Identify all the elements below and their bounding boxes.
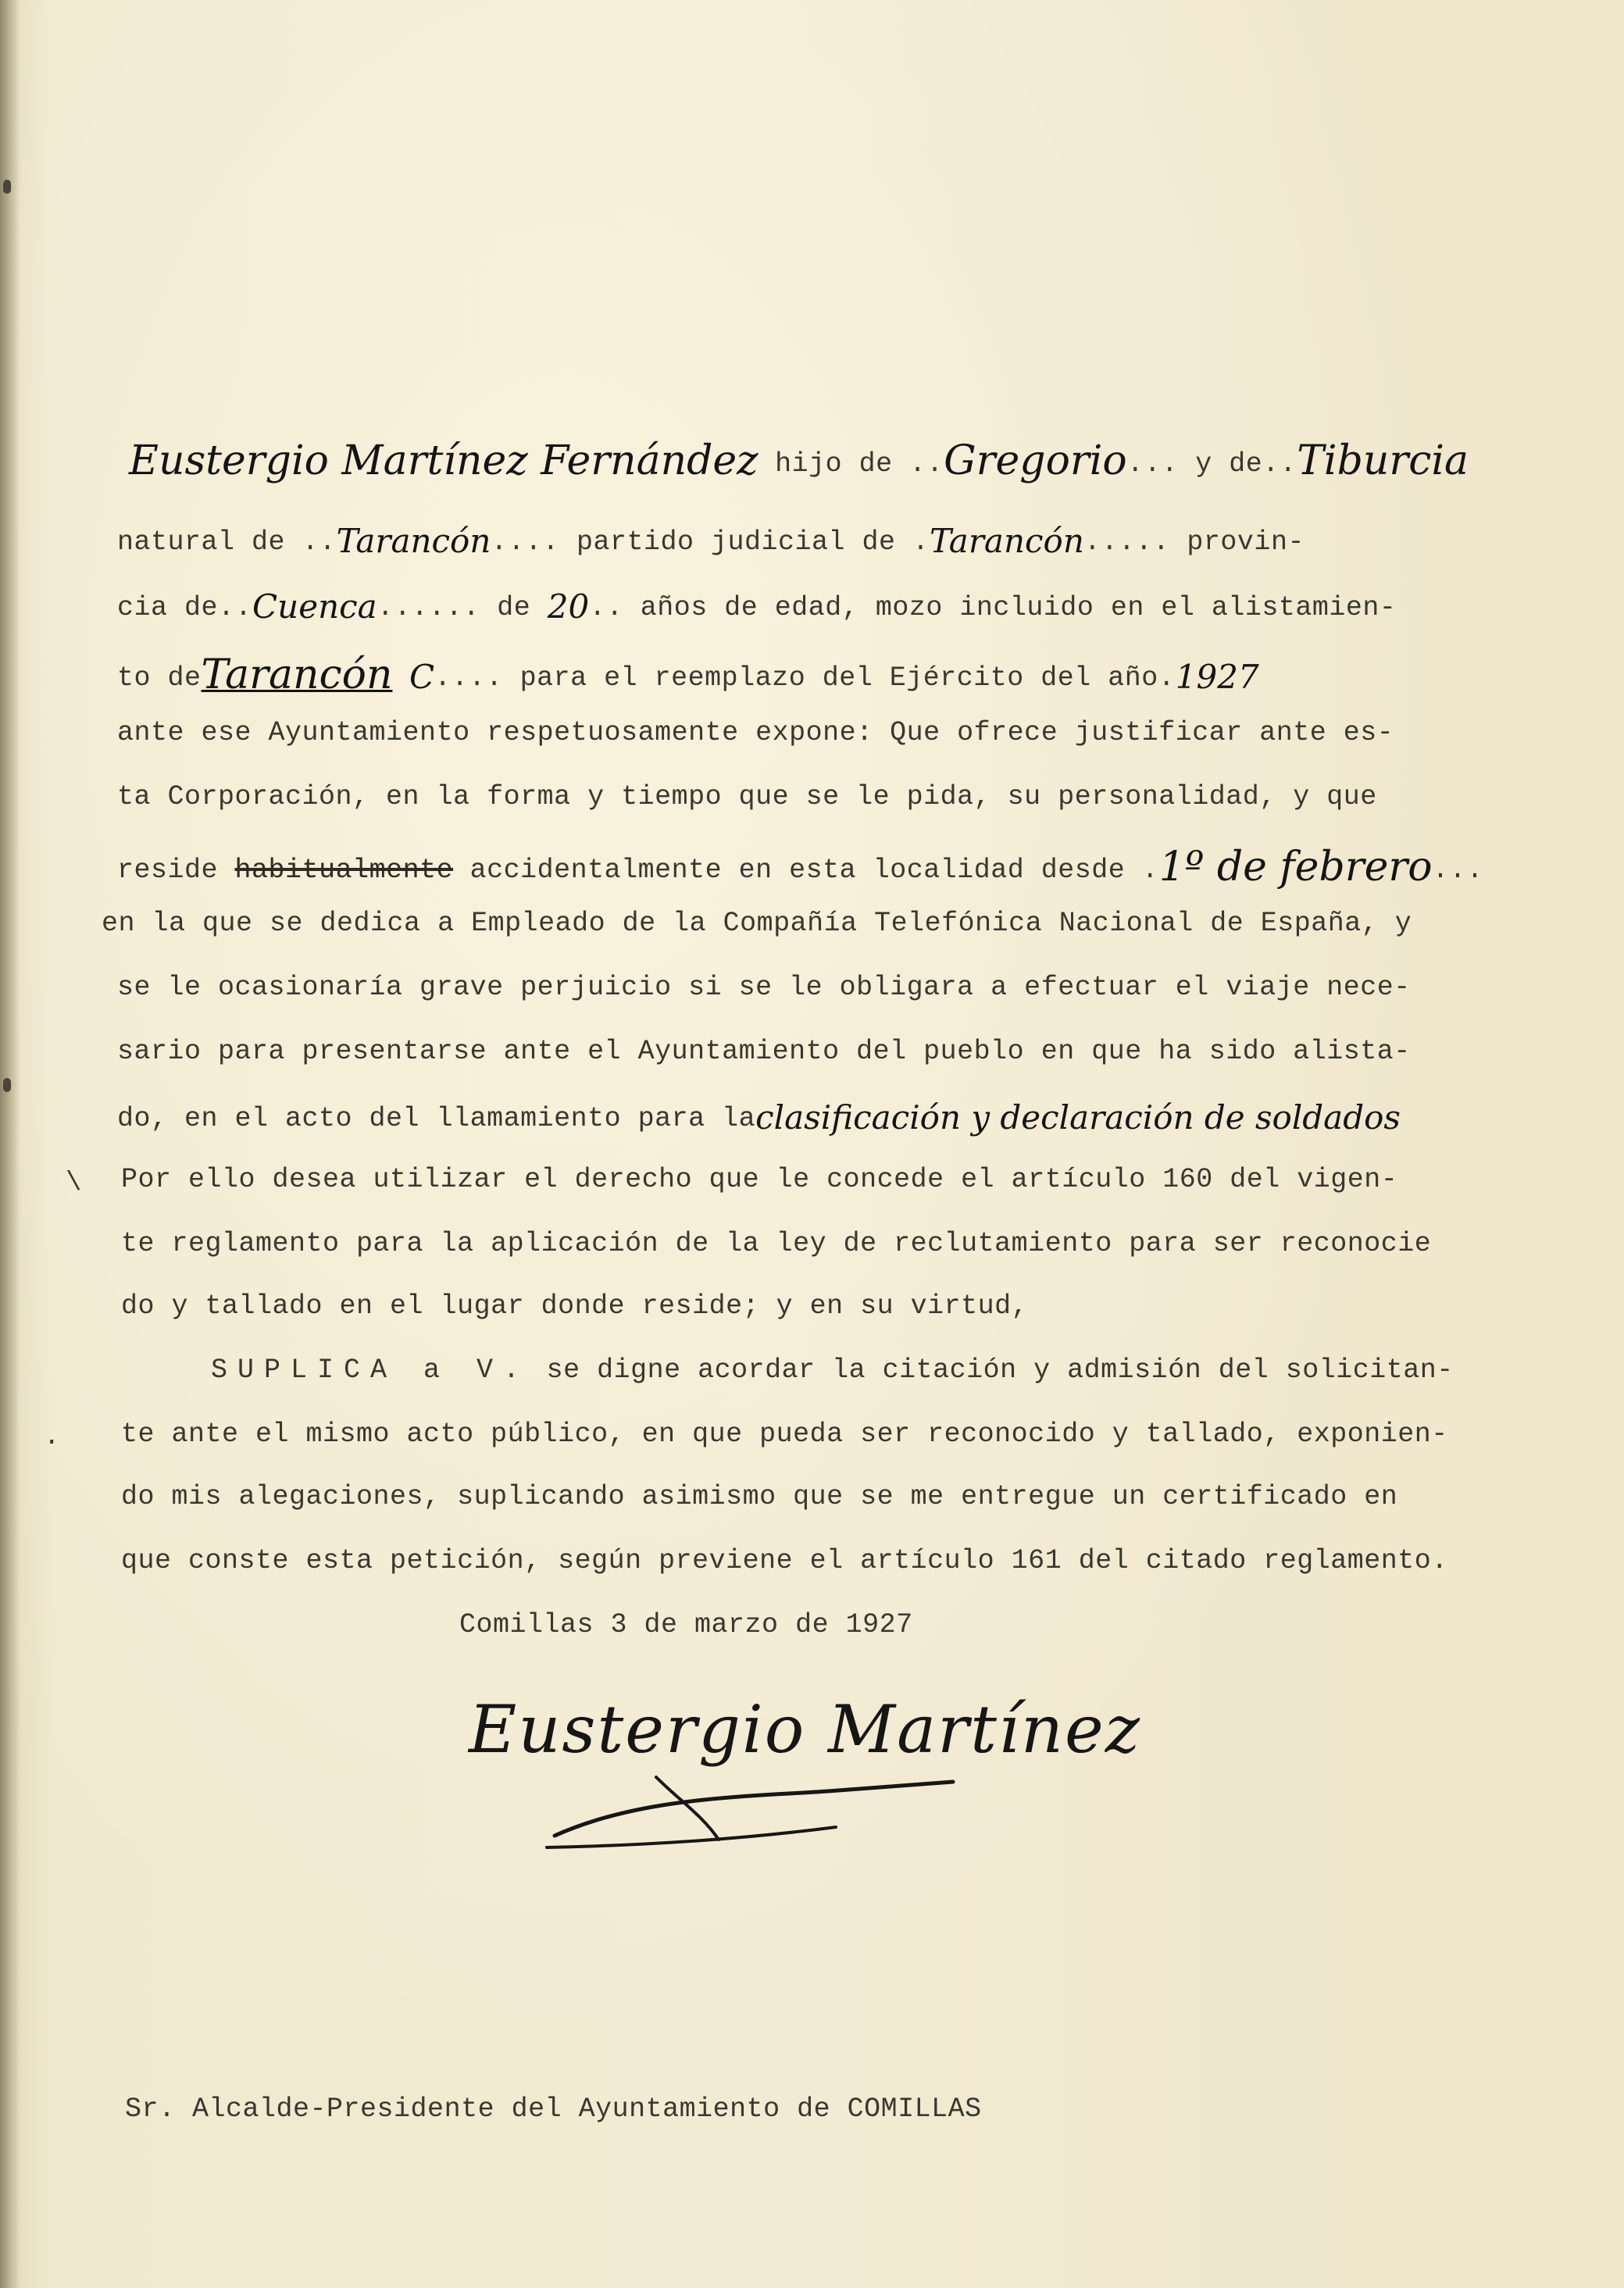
- date-line: Comillas 3 de marzo de 1927: [459, 1609, 913, 1640]
- handwritten-age: 20: [547, 587, 590, 626]
- line-5: ante ese Ayuntamiento respetuosamente expone: Que ofrece justificar ante es-: [117, 717, 1394, 748]
- handwritten-mother: Tiburcia: [1297, 437, 1469, 484]
- signature-text: Eustergio Martínez: [469, 1691, 1141, 1768]
- suplica-heading: SUPLICA a V.: [211, 1355, 530, 1386]
- signature-flourish: [469, 1660, 1109, 1871]
- line-10: sario para presentarse ante el Ayuntamiento del pueblo en que ha sido alista-: [117, 1036, 1411, 1067]
- line-11: do, en el acto del llamamiento para laclasificación y declaración de soldados: [117, 1098, 1401, 1137]
- margin-mark: \: [66, 1169, 82, 1198]
- line-12: Por ello desea utilizar el derecho que le concede el artículo 160 del vigen-: [121, 1164, 1398, 1195]
- line-3: cia de..Cuenca...... de 20.. años de edad, mozo incluido en el alistamien-: [117, 587, 1397, 626]
- handwritten-residing-since: 1º de febrero: [1158, 844, 1433, 891]
- binding-hole: [3, 180, 11, 194]
- line-9: se le ocasionaría grave perjuicio si se le obligara a efectuar el viaje nece-: [117, 972, 1411, 1003]
- handwritten-name: Eustergio Martínez Fernández: [129, 437, 758, 484]
- line-6: ta Corporación, en la forma y tiempo que se le pida, su personalidad, y que: [117, 781, 1377, 812]
- handwritten-birthplace: Tarancón: [336, 522, 491, 560]
- line-13: te reglamento para la aplicación de la ley de reclutamiento para ser reconocie: [121, 1228, 1432, 1259]
- handwritten-district: Tarancón: [930, 522, 1084, 560]
- binding-edge: [0, 0, 20, 2288]
- handwritten-enlisted-at: Tarancón: [201, 651, 393, 698]
- handwritten-father: Gregorio: [944, 437, 1127, 484]
- line-17: do mis alegaciones, suplicando asimismo que se me entregue un certificado en: [121, 1481, 1398, 1512]
- handwritten-province: Cuenca: [252, 587, 377, 626]
- line-8: en la que se dedica a Empleado de la Compañía Telefónica Nacional de España, y: [102, 908, 1412, 939]
- line-18: que conste esta petición, según previene el artículo 161 del citado reglamento.: [121, 1545, 1448, 1576]
- handwritten-act: clasificación y declaración de soldados: [755, 1098, 1401, 1137]
- line-14: do y tallado en el lugar donde reside; y en su virtud,: [121, 1290, 1029, 1322]
- signature: [469, 1660, 1141, 1871]
- margin-dot: ·: [44, 1428, 60, 1458]
- line-4: to deTarancón C.... para el reemplazo del Ejército del año.1927: [117, 651, 1259, 698]
- line-2: natural de ..Tarancón.... partido judicial de .Tarancón..... provin-: [117, 522, 1305, 560]
- line-7: reside habitualmente accidentalmente en esta localidad desde .1º de febrero...: [117, 844, 1484, 891]
- line-16: te ante el mismo acto público, en que pueda ser reconocido y tallado, exponien-: [121, 1419, 1448, 1450]
- line-15: SUPLICA a V. se digne acordar la citación y admisión del solicitan-: [211, 1355, 1454, 1386]
- addressee: Sr. Alcalde-Presidente del Ayuntamiento de COMILLAS: [125, 2093, 982, 2125]
- handwritten-year: 1927: [1175, 658, 1259, 696]
- struck-word: habitualmente: [234, 855, 454, 886]
- binding-hole: [3, 1078, 11, 1092]
- line-1: Eustergio Martínez Fernández hijo de ..Gregorio... y de..Tiburcia: [129, 437, 1469, 484]
